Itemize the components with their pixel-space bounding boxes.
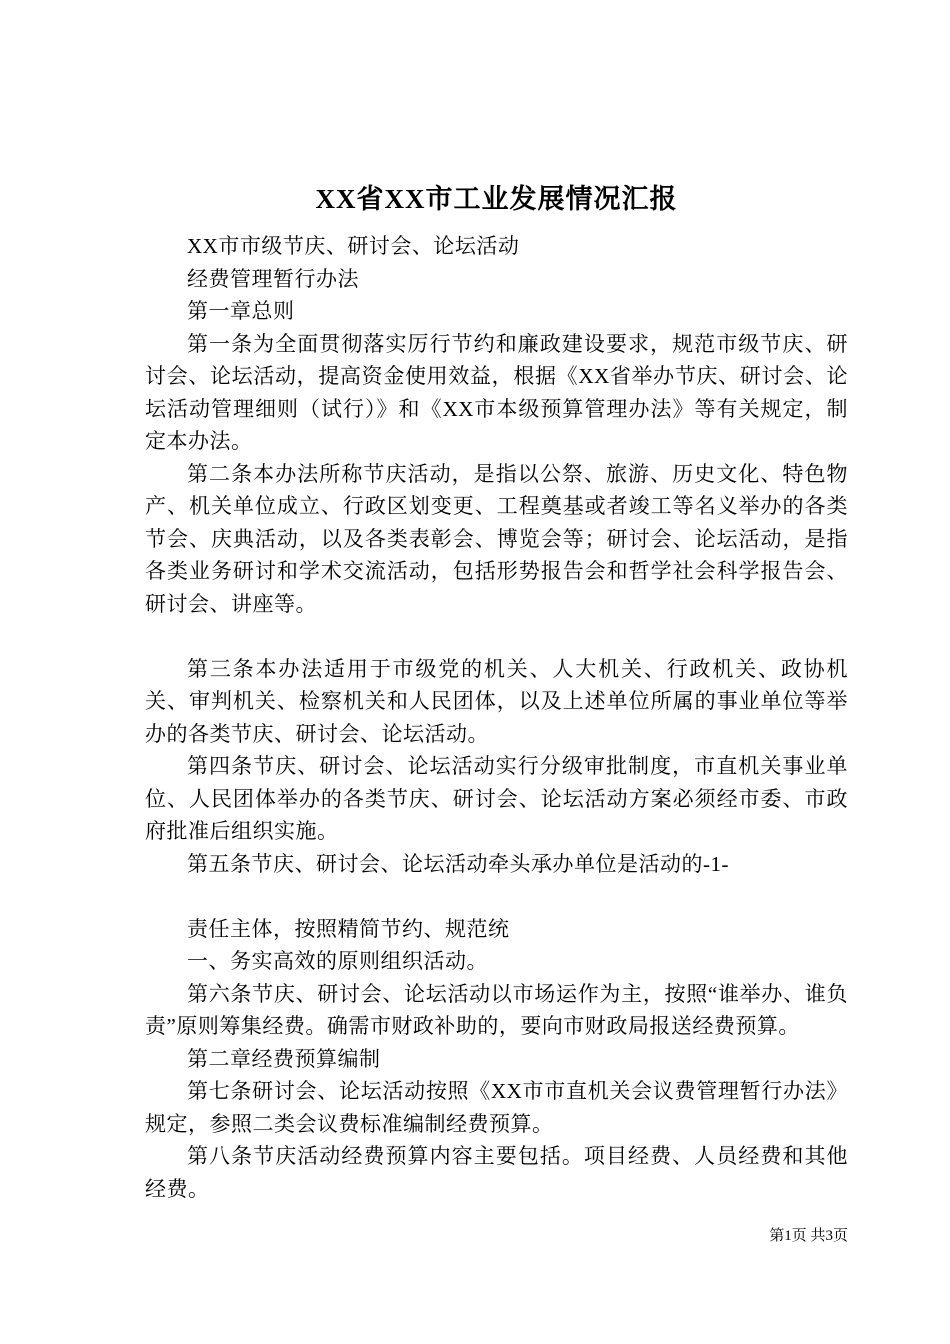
paragraph: 第四条节庆、研讨会、论坛活动实行分级审批制度，市直机关事业单位、人民团体举办的各类节庆、研讨会、论坛活动方案必须经市委、市政府批准后组织实施。 [145,754,848,843]
page-title: XX省XX市工业发展情况汇报 [315,184,678,214]
page-footer: 第1页 共3页 [769,1228,848,1244]
paragraph: 第八条节庆活动经费预算内容主要包括。项目经费、人员经费和其他经费。 [145,1144,848,1201]
paragraph: 第三条本办法适用于市级党的机关、人大机关、行政机关、政协机关、审判机关、检察机关和人民团体，以及上述单位所属的事业单位等举办的各类节庆、研讨会、论坛活动。 [145,656,848,746]
paragraph: 第一章总则 [187,299,295,323]
paragraph: 第六条节庆、研讨会、论坛活动以市场运作为主，按照“谁举办、谁负责”原则筹集经费。确需市财政补助的，要向市财政局报送经费预算。 [145,981,848,1038]
paragraph: 第一条为全面贯彻落实厉行节约和廉政建设要求，规范市级节庆、研讨会、论坛活动，提高资金使用效益，根据《XX省举办节庆、研讨会、论坛活动管理细则（试行）》和《XX市本级预算管理办法》等有关规定，制定本办法。 [145,331,848,453]
paragraph: XX市市级节庆、研讨会、论坛活动 [187,234,520,258]
paragraph: 责任主体，按照精简节约、规范统 [187,916,510,941]
paragraph: 经费管理暂行办法 [187,266,359,291]
document-body [145,230,848,1205]
paragraph: 第五条节庆、研讨会、论坛活动牵头承办单位是活动的-1- [187,851,729,876]
paragraph: 第二章经费预算编制 [187,1046,381,1071]
paragraph: 第七条研讨会、论坛活动按照《XX市市直机关会议费管理暂行办法》规定，参照二类会议费标准编制经费预算。 [145,1079,848,1136]
paragraph: 一、务实高效的原则组织活动。 [187,949,488,973]
paragraph: 第二条本办法所称节庆活动，是指以公祭、旅游、历史文化、特色物产、机关单位成立、行政区划变更、工程奠基或者竣工等名义举办的各类节会、庆典活动，以及各类表彰会、博览会等；研讨会、论坛活动，是指各类业务研讨和学术交流活动，包括形势报告会和哲学社会科学报告会、研讨会、讲座等。 [145,461,848,616]
paragraph-blank [145,620,848,653]
paragraph-blank [145,880,848,913]
